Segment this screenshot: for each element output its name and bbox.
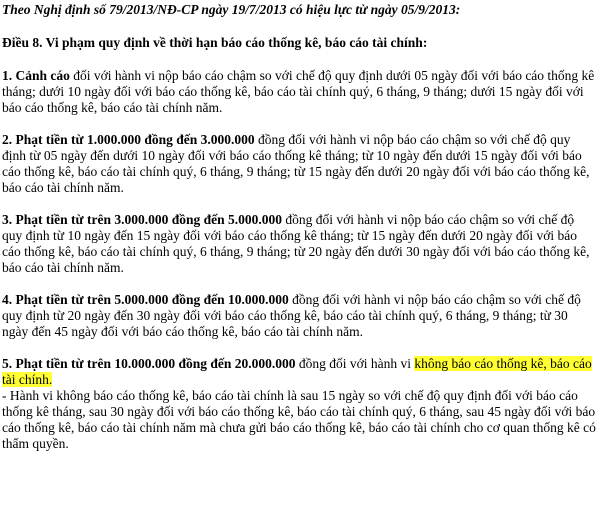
clause-3 (2, 212, 596, 276)
clause-5-explanation: - Hành vi không báo cáo thống kê, báo cáo tài chính là sau 15 ngày so với chế độ quy định đối với báo cáo thống kê tháng, sau 30 ngày đối với báo cáo thống kê, báo cáo tài chính quý, 6 tháng, sau 45 ngày đối với báo cáo thống kê, báo cáo tài chính năm mà chưa gửi báo cáo thống kê, báo cáo tài chính cho cơ quan thống kê có thẩm quyền. (2, 388, 596, 451)
highlighted-text: không báo cáo thống kê, báo cáo tài chính. (2, 356, 592, 387)
decree-reference-heading: Theo Nghị định số 79/2013/NĐ-CP ngày 19/7/2013 có hiệu lực từ ngày 05/9/2013: (2, 2, 461, 17)
clause-5 (2, 356, 596, 452)
clause-2-text: đồng đối với hành vi nộp báo cáo chậm so với chế độ quy định từ 05 ngày đến dưới 10 ngày đối với báo cáo thống kê tháng; từ 10 ngày đến dưới 15 ngày đối với báo cáo thống kê, báo cáo tài chính quý, 6 tháng, 9 tháng; từ 15 ngày đến dưới 20 ngày đối với báo cáo thống kê, báo cáo tài chính năm. (2, 132, 590, 195)
clause-1-text: đối với hành vi nộp báo cáo chậm so với chế độ quy định dưới 05 ngày đối với báo cáo thống kê tháng; dưới 10 ngày đối với báo cáo thống kê, báo cáo tài chính quý, 6 tháng, 9 tháng; dưới 15 ngày đối với báo cáo thống kê, báo cáo tài chính năm. (2, 68, 595, 115)
clause-4-penalty: 4. Phạt tiền từ trên 5.000.000 đồng đến 10.000.000 (2, 292, 289, 307)
clause-3-penalty: 3. Phạt tiền từ trên 3.000.000 đồng đến 5.000.000 (2, 212, 282, 227)
article-title: Điều 8. Vi phạm quy định về thời hạn báo cáo thống kê, báo cáo tài chính: (2, 35, 428, 50)
clause-3-text: đồng đối với hành vi nộp báo cáo chậm so với chế độ quy định từ 10 ngày đến 15 ngày đối với báo cáo thống kê tháng; từ 15 ngày đến dưới 20 ngày đối với báo cáo thống kê, báo cáo tài chính quý, 6 tháng, 9 tháng; từ 20 ngày đến dưới 30 ngày đối với báo cáo thống kê, báo cáo tài chính năm. (2, 212, 590, 275)
clause-5-text: đồng đối với hành vi (295, 356, 415, 371)
clause-2-penalty: 2. Phạt tiền từ 1.000.000 đồng đến 3.000.000 (2, 132, 255, 147)
clause-1 (2, 68, 596, 116)
clause-1-penalty: 1. Cảnh cáo (2, 68, 70, 83)
document (2, 2, 596, 452)
clause-4 (2, 292, 596, 340)
clause-2 (2, 132, 596, 196)
clause-4-text: đồng đối với hành vi nộp báo cáo chậm so với chế độ quy định từ 20 ngày đến 30 ngày đối với báo cáo thống kê, báo cáo tài chính quý, 6 tháng, 9 tháng; từ 30 ngày đến 45 ngày đối với báo cáo thống kê, báo cáo tài chính năm. (2, 292, 581, 339)
clause-5-penalty: 5. Phạt tiền từ trên 10.000.000 đồng đến 20.000.000 (2, 356, 296, 371)
